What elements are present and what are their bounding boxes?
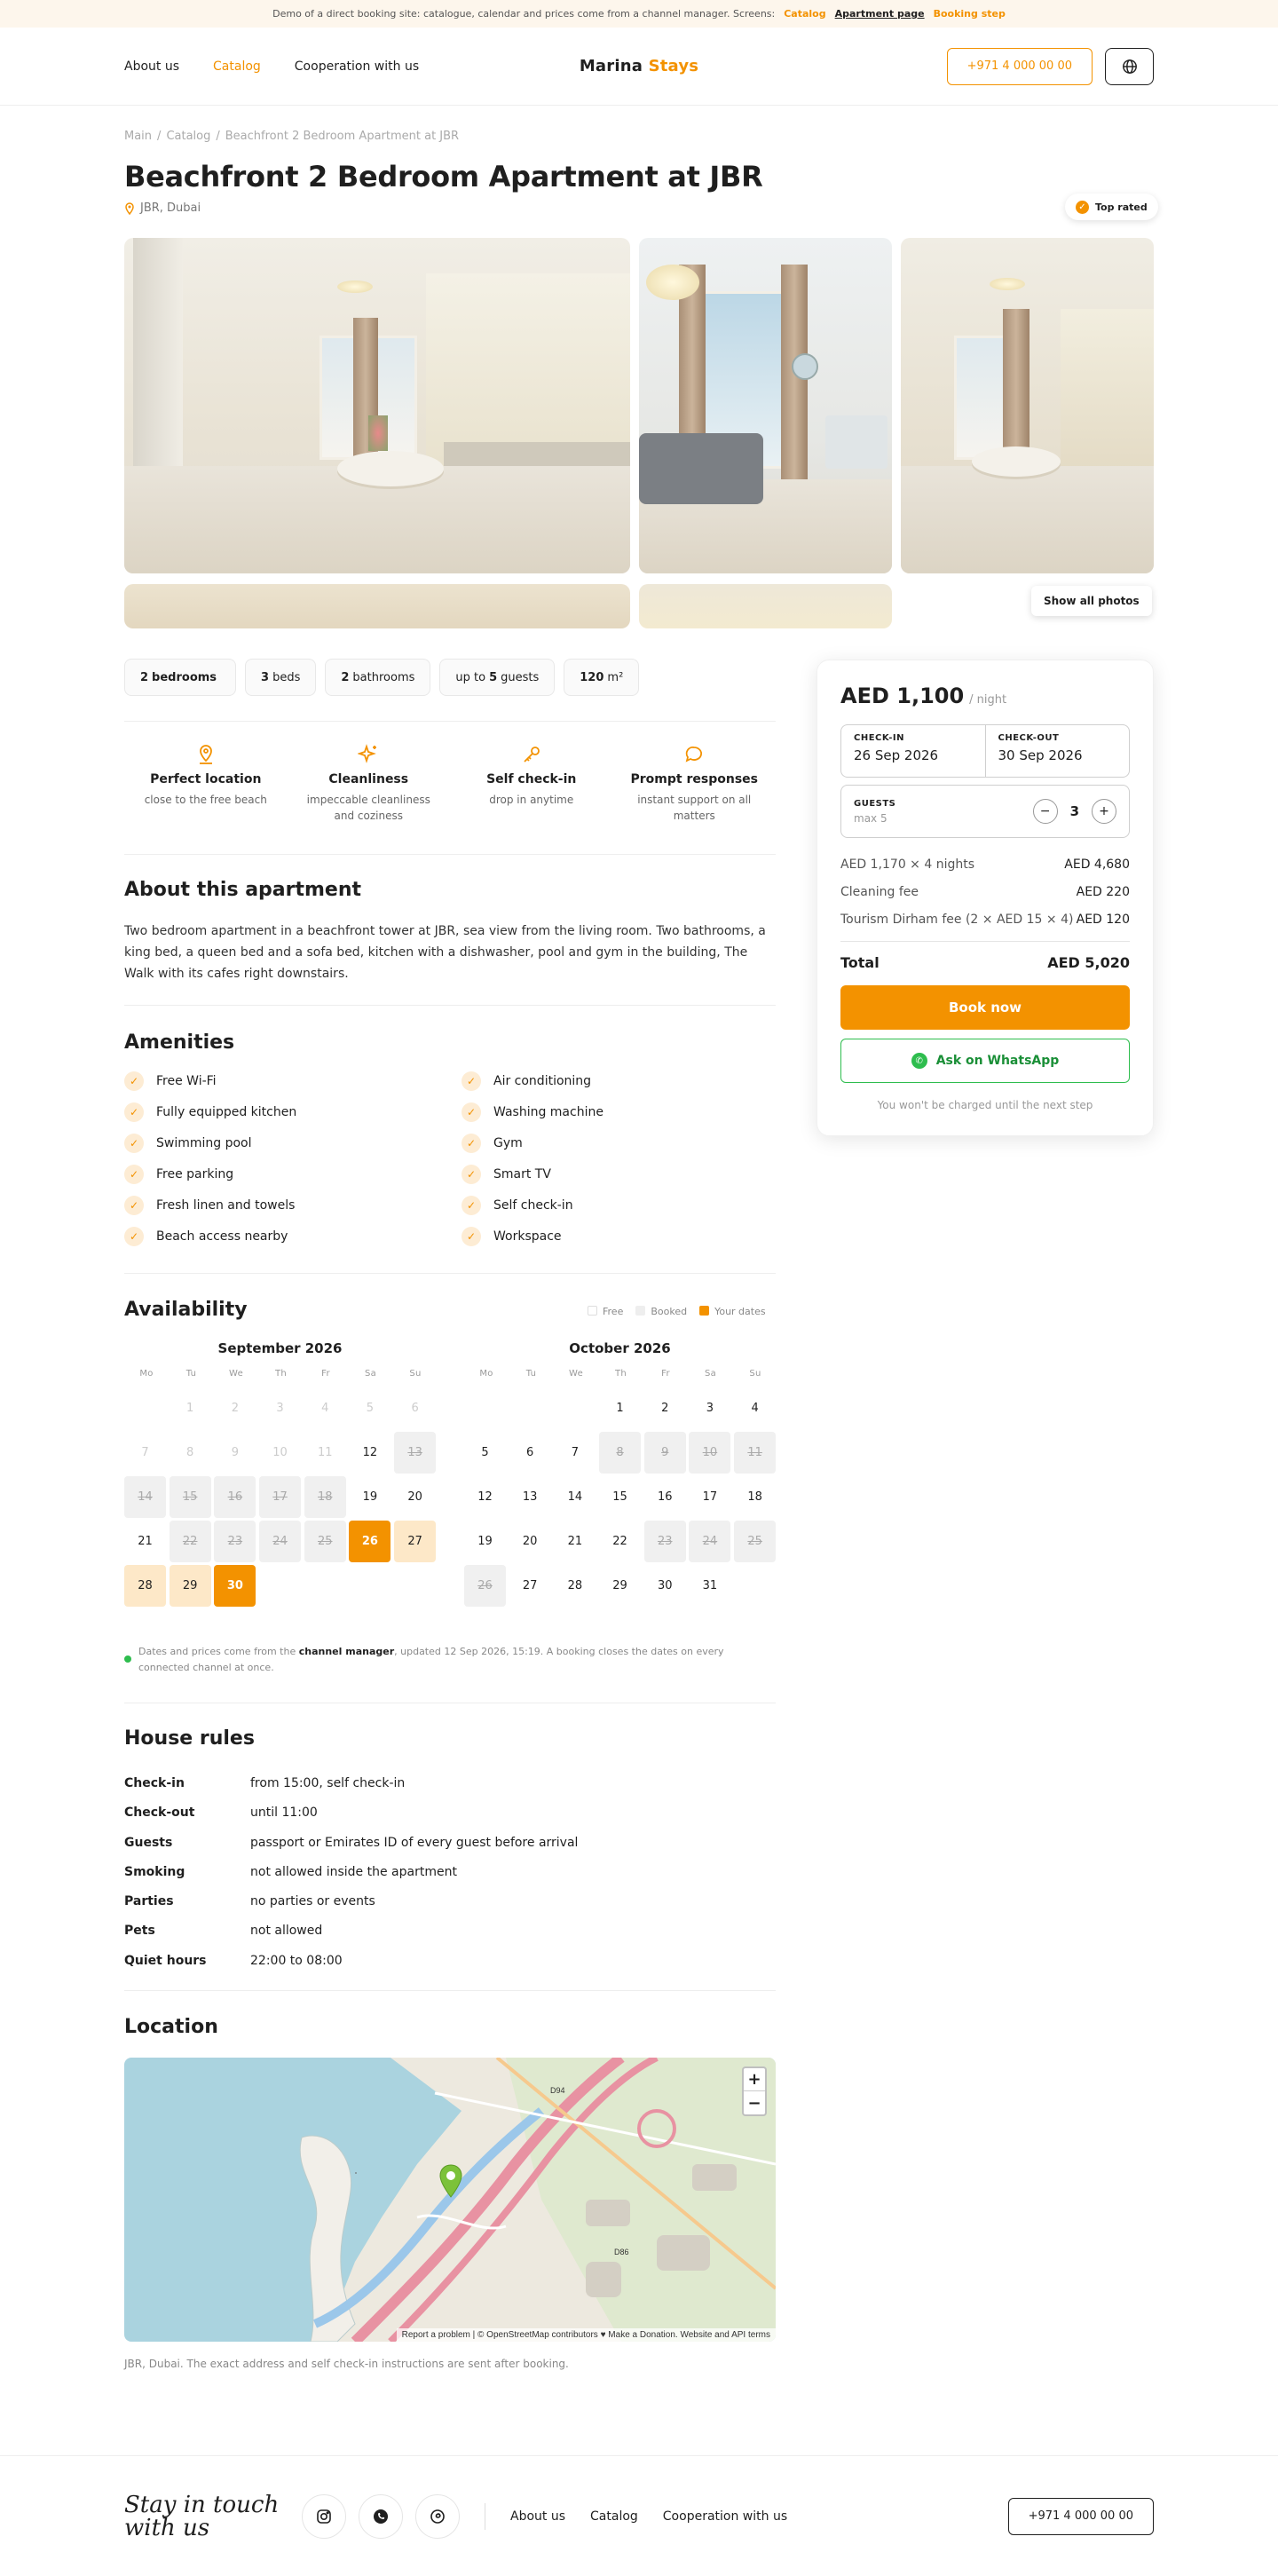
calendar-day: 18	[304, 1476, 346, 1518]
map-zoom-control	[742, 2066, 767, 2116]
features-row	[124, 744, 776, 824]
total-value: AED 5,020	[1047, 954, 1130, 971]
calendar-day[interactable]: 4	[751, 1402, 759, 1415]
legend-booked: Booked	[635, 1306, 687, 1317]
calendar-day: 25	[734, 1521, 776, 1562]
nav-about[interactable]: About us	[124, 59, 180, 74]
amenity-item	[462, 1227, 776, 1246]
banner-link-apartment[interactable]: Apartment page	[834, 8, 925, 20]
calendar-day: 7	[141, 1446, 149, 1459]
calendar-day[interactable]: 26	[349, 1521, 390, 1562]
weekday-label: Sa	[364, 1369, 377, 1379]
check-icon: ✓	[462, 1102, 481, 1122]
banner-text: Demo of a direct booking site: catalogue, calendar and prices come from a channel manager. Screens:	[272, 8, 776, 20]
language-button[interactable]	[1105, 48, 1154, 85]
weekday-label: Th	[274, 1369, 288, 1379]
threads-icon[interactable]	[415, 2494, 460, 2539]
amenity-label: Smart TV	[493, 1167, 551, 1181]
calendar-day[interactable]: 30	[657, 1579, 673, 1592]
chip-area	[564, 659, 639, 696]
whatsapp-icon[interactable]	[359, 2494, 403, 2539]
chip-guests-count: 5	[489, 670, 498, 684]
feature-cleanliness	[288, 744, 451, 824]
instagram-icon[interactable]	[302, 2494, 346, 2539]
calendar-day[interactable]: 1	[616, 1402, 624, 1415]
calendar-legend	[588, 1306, 766, 1317]
calendar-day: 24	[259, 1521, 301, 1562]
sparkles-icon	[358, 744, 379, 765]
calendar-day: 3	[276, 1402, 284, 1415]
house-rules-list	[124, 1769, 1154, 1976]
zoom-in-button[interactable]: +	[744, 2068, 765, 2091]
check-icon: ✓	[462, 1165, 481, 1184]
calendar-day: 11	[317, 1446, 333, 1459]
amenity-label: Fresh linen and towels	[156, 1198, 296, 1213]
amenity-label: Beach access nearby	[156, 1229, 288, 1244]
map-marker-icon[interactable]	[439, 2164, 462, 2201]
location-text: JBR, Dubai	[140, 201, 201, 215]
calendar-day[interactable]: 14	[567, 1490, 583, 1504]
month-title: September 2026	[217, 1340, 343, 1356]
calendar-day: 24	[689, 1521, 730, 1562]
status-dot-icon	[124, 1655, 131, 1663]
total-label: Total	[840, 954, 880, 971]
amenity-item	[462, 1071, 776, 1091]
feature-self-checkin-title: Self check-in	[486, 772, 577, 786]
photo-gallery	[124, 238, 1154, 628]
house-rule-value: 22:00 to 08:00	[250, 1953, 343, 1968]
amenity-label: Washing machine	[493, 1105, 604, 1119]
calendar-day: 8	[186, 1446, 194, 1459]
amenity-label: Air conditioning	[493, 1074, 592, 1088]
chip-area-label: m²	[607, 670, 624, 684]
date-picker	[840, 724, 1130, 778]
check-icon: ✓	[124, 1071, 144, 1091]
nightly-price	[840, 684, 1130, 708]
calendar-day[interactable]: 31	[702, 1579, 718, 1592]
amenity-label: Gym	[493, 1136, 523, 1150]
amenity-label: Free Wi-Fi	[156, 1074, 217, 1088]
road-label-d86: D86	[614, 2248, 629, 2256]
check-icon: ✓	[462, 1071, 481, 1091]
calendar-day[interactable]: 13	[522, 1490, 538, 1504]
nav-catalog[interactable]: Catalog	[213, 59, 261, 74]
photo-main[interactable]	[124, 238, 630, 573]
house-rule-row	[124, 1798, 1154, 1828]
guests-stepper	[1033, 799, 1116, 824]
house-rule-value: until 11:00	[250, 1806, 318, 1821]
chip-guests-label: guests	[501, 670, 540, 684]
check-icon: ✓	[462, 1196, 481, 1215]
calendar-day[interactable]: 30	[214, 1565, 256, 1607]
whatsapp-button[interactable]	[840, 1039, 1130, 1083]
feature-responses-title: Prompt responses	[630, 772, 758, 786]
guests-value: 3	[1069, 803, 1079, 819]
sync-pre: Dates and prices come from the	[138, 1646, 296, 1657]
calendar-day: 8	[599, 1432, 641, 1474]
calendar-day[interactable]: 19	[362, 1490, 378, 1504]
calendar-day[interactable]: 20	[407, 1490, 422, 1504]
check-icon: ✓	[462, 1134, 481, 1153]
main-nav	[124, 59, 419, 74]
amenity-item	[124, 1196, 462, 1215]
check-icon: ✓	[124, 1165, 144, 1184]
calendar-day: 10	[272, 1446, 288, 1459]
amenities-heading: Amenities	[124, 1031, 235, 1054]
weekday-label: Tu	[185, 1369, 197, 1379]
calendar-day: 9	[644, 1432, 686, 1474]
footer-nav-cooperation[interactable]: Cooperation with us	[662, 2509, 788, 2524]
breadcrumb-catalog[interactable]: Catalog	[166, 130, 211, 143]
social-links	[302, 2494, 460, 2539]
legend-your-dates: Your dates	[699, 1306, 766, 1317]
banner-link-catalog[interactable]: Catalog	[784, 8, 826, 20]
about-heading: About this apartment	[124, 879, 362, 901]
checkout-field[interactable]	[985, 725, 1130, 777]
nav-cooperation[interactable]: Cooperation with us	[294, 59, 420, 74]
calendar-day[interactable]: 18	[747, 1490, 762, 1504]
photo-bedroom[interactable]	[124, 584, 630, 628]
footer-tagline: Stay in touch with us	[124, 2491, 280, 2541]
calendar-day: 2	[231, 1402, 240, 1415]
chip-beds-label: beds	[272, 670, 301, 684]
amenity-item	[462, 1134, 776, 1153]
chip-bathrooms-count: 2	[341, 670, 350, 684]
listing-location	[124, 201, 1154, 215]
site-header	[0, 28, 1278, 106]
about-text: Two bedroom apartment in a beachfront tower at JBR, sea view from the living room. Two bathrooms, a king bed, a queen bed and a sofa bed, kitchen with a dishwasher, pool and gym in the building, The Walk with its cafes right downstairs.	[124, 924, 766, 981]
feature-cleanliness-title: Cleanliness	[328, 772, 409, 786]
calendar-day: 17	[259, 1476, 301, 1518]
whatsapp-label: Ask on WhatsApp	[935, 1054, 1060, 1068]
brand-main: Marina	[579, 57, 643, 75]
weekday-label: Fr	[321, 1369, 330, 1379]
weekday-label: Su	[409, 1369, 422, 1379]
legend-free: Free	[588, 1306, 623, 1317]
calendar-day[interactable]: 28	[124, 1565, 166, 1607]
feature-location	[124, 744, 288, 824]
house-rule-row	[124, 1769, 1154, 1798]
calendar-day[interactable]: 15	[612, 1490, 627, 1504]
top-rated-badge	[1065, 194, 1158, 220]
feature-location-desc: close to the free beach	[144, 794, 267, 806]
badge-label: Top rated	[1095, 201, 1148, 213]
house-rule-value: not allowed inside the apartment	[250, 1864, 457, 1879]
house-rule-value: no parties or events	[250, 1894, 375, 1909]
guests-increment-button[interactable]: +	[1092, 799, 1116, 824]
amenity-label: Swimming pool	[156, 1136, 252, 1150]
check-icon: ✓	[462, 1227, 481, 1246]
zoom-out-button[interactable]: −	[747, 2093, 761, 2113]
chip-bedrooms-count: 2	[140, 670, 149, 684]
location-heading: Location	[124, 2016, 218, 2038]
check-icon: ✓	[124, 1134, 144, 1153]
checkout-value: 30 Sep 2026	[998, 747, 1083, 763]
calendar-day[interactable]: 21	[567, 1535, 583, 1548]
calendar-day: 15	[170, 1476, 211, 1518]
calendar-day: 25	[304, 1521, 346, 1562]
show-all-photos-button[interactable]: Show all photos	[1031, 586, 1152, 616]
house-rule-value: passport or Emirates ID of every guest before arrival	[250, 1835, 579, 1850]
sync-bold: channel manager	[298, 1646, 395, 1657]
feature-self-checkin-desc: drop in anytime	[489, 794, 574, 806]
key-icon	[521, 744, 542, 765]
photo-living-room[interactable]	[639, 238, 892, 573]
road-label-d94: D94	[550, 2086, 565, 2095]
calendar-day[interactable]: 12	[362, 1446, 378, 1459]
price-line-cleaning: Cleaning fee AED 220	[840, 884, 1130, 899]
map-attribution[interactable]: Report a problem | © OpenStreetMap contributors ♥ Make a Donation. Website and API terms	[397, 2328, 776, 2342]
banner-link-booking[interactable]: Booking step	[933, 8, 1006, 20]
price-line-tourism: Tourism Dirham fee (2 × AED 15 × 4) AED 120	[840, 912, 1130, 927]
house-rules-heading: House rules	[124, 1727, 255, 1750]
month-title: October 2026	[569, 1340, 671, 1356]
house-rule-key: Check-in	[124, 1776, 185, 1790]
amenity-item	[124, 1102, 462, 1122]
book-now-button[interactable]: Book now	[840, 985, 1130, 1030]
calendar-day: 11	[734, 1432, 776, 1474]
amenity-item	[462, 1102, 776, 1122]
breadcrumb: Main / Catalog / Beachfront 2 Bedroom Apartment at JBR	[124, 130, 460, 143]
chip-bedrooms	[124, 659, 236, 696]
weekday-label: Fr	[661, 1369, 670, 1379]
house-rule-row	[124, 1858, 1154, 1887]
booking-card	[816, 660, 1154, 1136]
chip-bathrooms	[325, 659, 430, 696]
checkin-value: 26 Sep 2026	[854, 747, 939, 763]
site-footer	[0, 2455, 1278, 2576]
location-pin-icon	[197, 744, 215, 765]
price-value: AED 1,100	[840, 684, 965, 708]
weekday-label: We	[228, 1369, 244, 1379]
check-icon: ✓	[124, 1102, 144, 1122]
footer-nav-about[interactable]: About us	[510, 2509, 566, 2524]
chip-bedrooms-label: bedrooms	[152, 670, 217, 684]
house-rule-row	[124, 1947, 1154, 1976]
weekday-label: Th	[614, 1369, 627, 1379]
globe-icon	[1122, 59, 1138, 75]
house-rule-value: from 15:00, self check-in	[250, 1776, 406, 1790]
weekday-label: Tu	[525, 1369, 537, 1379]
chip-beds	[245, 659, 316, 696]
house-rule-key: Smoking	[124, 1864, 185, 1879]
feature-responses-desc: instant support on all matters	[637, 794, 752, 822]
amenity-item	[124, 1227, 462, 1246]
calendar-day[interactable]: 2	[661, 1402, 669, 1415]
calendar-day[interactable]: 19	[477, 1535, 493, 1548]
location-pin-icon	[124, 202, 135, 215]
calendar-september	[124, 1340, 436, 1607]
calendar-day: 4	[321, 1402, 329, 1415]
header-phone-button[interactable]: +971 4 000 00 00	[947, 48, 1093, 85]
calendar-day[interactable]: 16	[657, 1490, 673, 1504]
house-rule-key: Check-out	[124, 1806, 195, 1821]
house-rule-row	[124, 1916, 1154, 1946]
calendar-day[interactable]: 27	[522, 1579, 538, 1592]
footer-phone-button[interactable]: +971 4 000 00 00	[1008, 2498, 1154, 2535]
house-rule-key: Guests	[124, 1835, 173, 1850]
amenity-label: Free parking	[156, 1167, 234, 1181]
calendar-day[interactable]: 7	[571, 1446, 580, 1459]
calendar-day[interactable]: 28	[567, 1579, 583, 1592]
availability-heading: Availability	[124, 1299, 248, 1321]
weekday-label: Sa	[704, 1369, 717, 1379]
feature-responses	[613, 744, 777, 824]
amenity-item	[124, 1134, 462, 1153]
chip-guests	[439, 659, 555, 696]
check-icon: ✓	[124, 1227, 144, 1246]
guests-max: max 5	[854, 811, 888, 825]
weekday-label: Mo	[479, 1369, 493, 1379]
calendar-day[interactable]: 22	[612, 1535, 627, 1548]
house-rule-row	[124, 1887, 1154, 1916]
footer-nav-catalog[interactable]: Catalog	[590, 2509, 638, 2524]
amenity-label: Workspace	[493, 1229, 562, 1244]
check-icon: ✓	[1076, 201, 1089, 214]
price-breakdown	[840, 850, 1130, 933]
feature-self-checkin	[450, 744, 613, 824]
calendar-day[interactable]: 12	[477, 1490, 493, 1504]
feature-location-title: Perfect location	[150, 772, 262, 786]
weekday-label: Mo	[139, 1369, 154, 1379]
house-rule-key: Parties	[124, 1894, 174, 1909]
chip-guests-pre: up to	[455, 670, 486, 684]
calendar-day: 1	[186, 1402, 194, 1415]
price-line-nights: AED 1,170 × 4 nights AED 4,680	[840, 857, 1130, 872]
amenity-item	[462, 1165, 776, 1184]
footer-nav	[510, 2509, 787, 2524]
weekday-label: We	[568, 1369, 584, 1379]
breadcrumb-main[interactable]: Main	[124, 130, 153, 143]
calendar-day[interactable]: 21	[138, 1535, 153, 1548]
amenity-item	[124, 1165, 462, 1184]
amenities-list	[124, 1071, 776, 1246]
calendar-october	[464, 1340, 776, 1607]
checkout-label: CHECK-OUT	[998, 733, 1060, 743]
no-charge-note: You won't be charged until the next step	[877, 1099, 1093, 1111]
guests-label: GUESTS	[854, 798, 896, 809]
feature-cleanliness-desc: impeccable cleanliness and coziness	[306, 794, 430, 822]
sync-note	[124, 1644, 772, 1676]
calendar-day[interactable]: 29	[170, 1565, 211, 1607]
calendar-day: 13	[394, 1432, 436, 1474]
chip-bathrooms-label: bathrooms	[352, 670, 415, 684]
calendar-day: 22	[170, 1521, 211, 1562]
checkin-label: CHECK-IN	[854, 733, 904, 743]
calendar-day[interactable]: 29	[612, 1579, 627, 1592]
house-rule-row	[124, 1829, 1154, 1858]
calendar-day[interactable]: 3	[706, 1402, 714, 1415]
calendar-day: 16	[214, 1476, 256, 1518]
page-title: Beachfront 2 Bedroom Apartment at JBR	[124, 160, 763, 194]
house-rule-key: Pets	[124, 1924, 155, 1939]
location-note: JBR, Dubai. The exact address and self check-in instructions are sent after booking.	[124, 2358, 569, 2370]
photo-dining[interactable]	[901, 238, 1154, 573]
weekday-label: Su	[749, 1369, 761, 1379]
sync-post: , updated 12 Sep 2026, 15:19. A booking closes the dates on every connected channel at once.	[138, 1646, 724, 1673]
calendar-day: 6	[411, 1402, 419, 1415]
check-icon: ✓	[124, 1196, 144, 1215]
calendar-day[interactable]: 20	[522, 1535, 538, 1548]
calendar-day: 23	[214, 1521, 256, 1562]
calendar-day: 10	[689, 1432, 730, 1474]
calendar-day: 14	[124, 1476, 166, 1518]
house-rule-key: Quiet hours	[124, 1953, 207, 1968]
calendar-day: 23	[644, 1521, 686, 1562]
demo-banner	[0, 0, 1278, 28]
breadcrumb-current: Beachfront 2 Bedroom Apartment at JBR	[225, 130, 460, 143]
guests-decrement-button[interactable]: −	[1033, 799, 1058, 824]
brand-logo[interactable]	[580, 57, 698, 75]
whatsapp-icon: ✆	[911, 1053, 927, 1069]
calendar-day: 26	[464, 1565, 506, 1607]
location-map[interactable]	[124, 2058, 776, 2342]
checkin-field[interactable]	[841, 725, 985, 777]
photo-kitchen[interactable]	[639, 584, 892, 628]
calendar-day[interactable]: 5	[481, 1446, 489, 1459]
price-unit: / night	[969, 693, 1007, 707]
calendar-day[interactable]: 6	[526, 1446, 534, 1459]
calendar-day: 9	[231, 1446, 240, 1459]
total-row	[840, 954, 1130, 971]
guests-field	[840, 785, 1130, 838]
amenity-item	[462, 1196, 776, 1215]
chat-bubble-icon	[683, 744, 705, 765]
chip-beds-count: 3	[261, 670, 270, 684]
amenity-item	[124, 1071, 462, 1091]
amenity-label: Self check-in	[493, 1198, 573, 1213]
calendar-day: 5	[366, 1402, 375, 1415]
chip-area-count: 120	[580, 670, 604, 684]
house-rule-value: not allowed	[250, 1924, 323, 1939]
brand-accent: Stays	[648, 57, 699, 75]
calendar-day[interactable]: 27	[394, 1521, 436, 1562]
amenity-label: Fully equipped kitchen	[156, 1105, 297, 1119]
calendar-day[interactable]: 17	[702, 1490, 718, 1504]
